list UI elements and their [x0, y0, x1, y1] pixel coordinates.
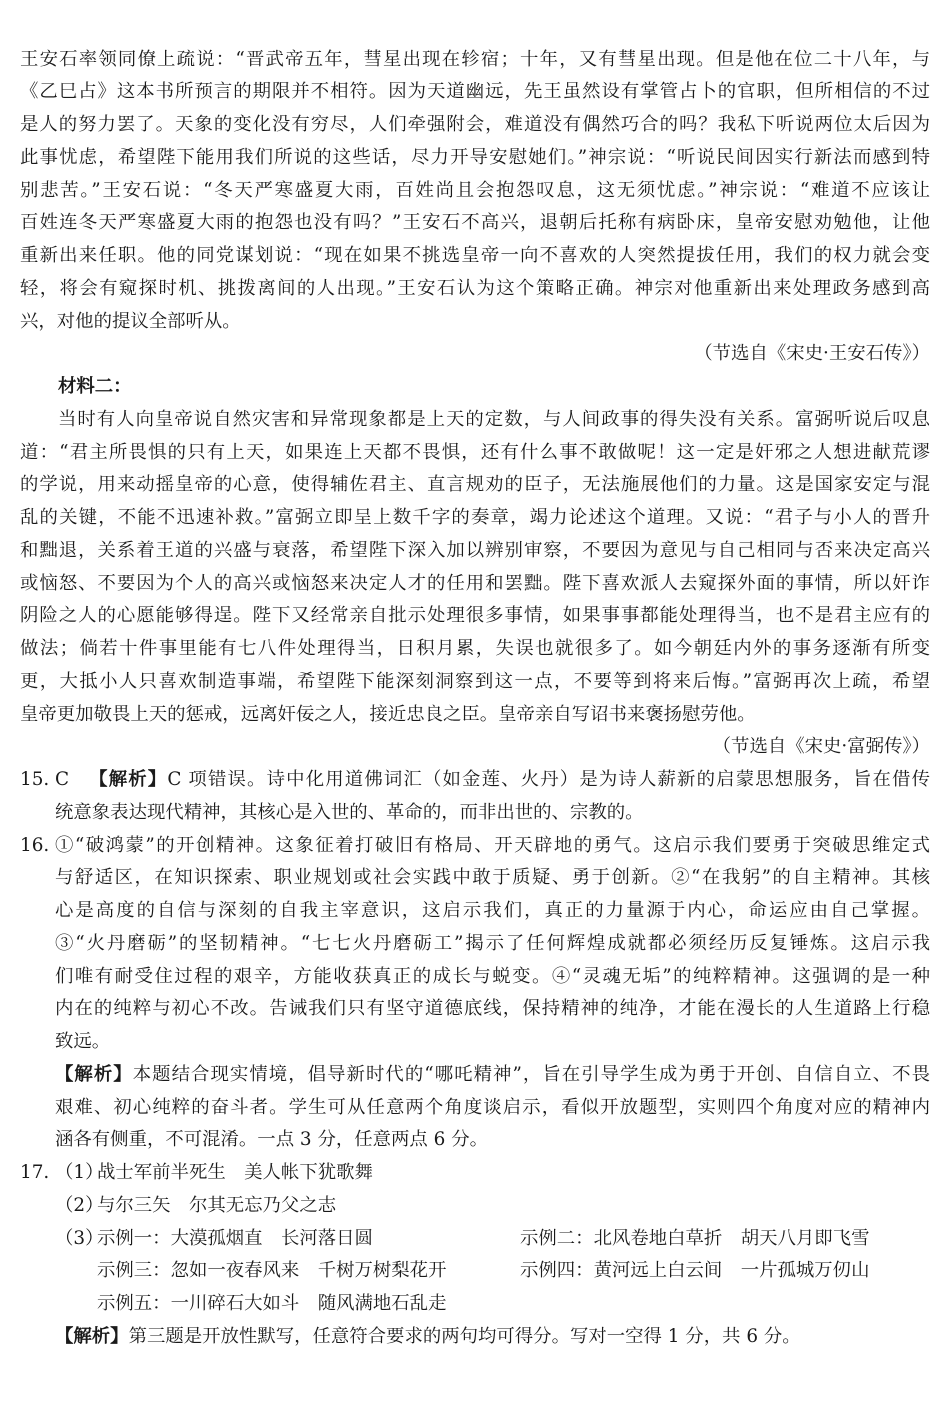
- poem-line: 一川碎石大如斗: [170, 1293, 300, 1315]
- poem-answer: [97, 1190, 336, 1223]
- answer-line: [20, 830, 930, 863]
- example-answer: [97, 1223, 373, 1256]
- sub-question-label: （1）: [55, 1162, 104, 1184]
- example-answer: [97, 1255, 446, 1288]
- poem-line: 忽如一夜春风来: [170, 1260, 300, 1282]
- example-label: 示例四：: [520, 1260, 594, 1282]
- text-line: 或恼怒、不要因为个人的高兴或恼怒来决定人才的任用和罢黜。陛下喜欢派人去窥探外面的事情，所以奸诈: [20, 572, 930, 594]
- analysis-label: 【解析】: [55, 1063, 133, 1085]
- analysis-line: [20, 1059, 930, 1092]
- question-16: [20, 830, 930, 1158]
- text-line: 兴，对他的提议全部听从。: [20, 310, 241, 332]
- sub-question-label: （2）: [55, 1194, 104, 1216]
- text-line: 百姓连冬天严寒盛夏大雨的抱怨也没有吗？”王安石不高兴，退朝后托称有病卧床，皇帝安慰劝勉他，让他: [20, 212, 930, 234]
- text-line: 阴险之人的心愿能够得逞。陛下又经常亲自批示处理很多事情，如果事事都能处理得当，也不是君主应有的: [20, 605, 930, 627]
- analysis-text: C 项错误。诗中化用道佛词汇（如金莲、火丹）是为诗人薪新的启蒙思想服务，旨在借传: [167, 769, 930, 791]
- poem-line: 北风卷地白草折: [593, 1227, 723, 1249]
- answer-text: 内在的纯粹与初心不改。告诫我们只有坚守道德底线，保持精神的纯净，才能在漫长的人生道路上行稳: [55, 998, 930, 1020]
- poem-line: 尔其无忘乃父之志: [188, 1194, 337, 1216]
- analysis-line: [20, 1321, 930, 1354]
- answer-text: 心是高度的自信与深刻的自我主宰意识，这启示我们，真正的力量源于内心，命运应由自己掌握。: [55, 900, 930, 922]
- answer-line: [20, 1157, 930, 1190]
- poem-line: 战士军前半死生: [97, 1162, 226, 1184]
- poem-line: 大漠孤烟直: [170, 1227, 263, 1249]
- question-number: 16.: [20, 834, 50, 856]
- source-citation: （节选自《宋史·王安石传》）: [694, 343, 930, 365]
- question-17: [20, 1157, 930, 1354]
- text-line: 王安石率领同僚上疏说：“晋武帝五年，彗星出现在轸宿；十年，又有彗星出现。但是他在位二十八年，与: [20, 48, 930, 70]
- poem-line: 一片孤城万仞山: [740, 1260, 870, 1282]
- answer-line: [20, 764, 930, 797]
- poem-line: 长河落日圆: [280, 1227, 373, 1249]
- sub-question-label: （3）: [55, 1227, 104, 1249]
- text-line: 此事忧虑，希望陛下能用我们所说的这些话，尽力开导安慰她们。”神宗说：“听说民间因实行新法而感到特: [20, 146, 930, 168]
- question-number: 15.: [20, 769, 50, 791]
- text-line: 当时有人向皇帝说自然灾害和异常现象都是上天的定数，与人间政事的得失没有关系。富弼听说后叹息: [58, 408, 930, 430]
- analysis-text: 本题结合现实情境，倡导新时代的“哪吒精神”，旨在引导学生成为勇于开创、自信自立、不畏: [132, 1063, 930, 1085]
- example-label: 示例二：: [520, 1227, 594, 1249]
- poem-line: 胡天八月即飞雪: [740, 1227, 870, 1249]
- answer-choice: C: [55, 769, 70, 791]
- text-line: 皇帝更加敬畏上天的惩戒，远离奸佞之人，接近忠良之臣。皇帝亲自写诏书来褒扬慰劳他。: [20, 703, 756, 725]
- question-number: 17.: [20, 1162, 50, 1184]
- answer-text: 与舒适区，在知识探索、职业规划或社会实践中敢于质疑、勇于创新。②“在我躬”的自主精神。其核: [55, 867, 930, 889]
- text-line: 是人的努力罢了。天象的变化没有穷尽，人们牵强附会，难道没有偶然巧合的吗？我私下听说两位太后因为: [20, 114, 930, 136]
- text-line: 更，大抵小人只喜欢制造事端，希望陛下能深刻洞察到这一点，不要等到将来后悔。”富弼再次上疏，希望: [20, 670, 930, 692]
- section-heading: 材料二：: [58, 376, 132, 398]
- analysis-text: 第三题是开放性默写，任意符合要求的两句均可得分。写对一空得 1 分，共 6 分。: [128, 1325, 801, 1347]
- answer-line: [20, 1223, 930, 1256]
- text-line: 别悲苦。”王安石说：“冬天严寒盛夏大雨，百姓尚且会抱怨叹息，这无须忧虑。”神宗说：“难道不应该让: [20, 179, 930, 201]
- text-line: 重新出来任职。他的同党谋划说：“现在如果不挑选皇帝一向不喜欢的人突然提拔任用，我们的权力就会变: [20, 245, 930, 267]
- question-15: [20, 764, 930, 830]
- poem-line: 千树万树梨花开: [317, 1260, 447, 1282]
- example-label: 示例五：: [97, 1293, 171, 1315]
- example-label: 示例一：: [97, 1227, 171, 1249]
- poem-line: 黄河远上白云间: [593, 1260, 723, 1282]
- answer-text: 致远。: [55, 1031, 111, 1053]
- answer-line: [20, 1288, 930, 1321]
- text-line: 道：“君主所畏惧的只有上天，如果连上天都不畏惧，还有什么事不敢做呢！这一定是奸邪之人想进献荒谬: [20, 441, 930, 463]
- answer-line: [20, 1255, 930, 1288]
- text-line: 和黜退，关系着王道的兴盛与衰落，希望陛下深入加以辨别审察，不要因为意见与自己相同与否来决定高兴: [20, 539, 930, 561]
- text-line: 乱的关键，不能不迅速补救。”富弼立即呈上数千字的奏章，竭力论述这个道理。又说：“君子与小人的晋升: [20, 507, 930, 529]
- text-line: 的学说，用来动摇皇帝的心意，使得辅佐君主、直言规劝的臣子，无法施展他们的力量。这是国家安定与混: [20, 474, 930, 496]
- material-two-passage: [20, 371, 930, 764]
- text-line: 做法；倘若十件事里能有七八件处理得当，日积月累，失误也就很多了。如今朝廷内外的事务逐渐有所变: [20, 638, 930, 660]
- analysis-label: 【解析】: [55, 1325, 129, 1347]
- text-line: 轻，将会有窥探时机、挑拨离间的人出现。”王安石认为这个策略正确。神宗对他重新出来处理政务感到高: [20, 277, 930, 299]
- analysis-text: 艰难、初心纯粹的奋斗者。学生可从任意两个角度谈启示，看似开放题型，实则四个角度对应的精神内: [55, 1096, 930, 1118]
- example-label: 示例三：: [97, 1260, 171, 1282]
- example-answer: [520, 1223, 869, 1256]
- analysis-label: 【解析】: [88, 769, 168, 791]
- analysis-text: 统意象表达现代精神，其核心是入世的、革命的，而非出世的、宗教的。: [55, 801, 644, 823]
- source-citation: （节选自《宋史·富弼传》）: [712, 736, 930, 758]
- analysis-text: 涵各有侧重，不可混淆。一点 3 分，任意两点 6 分。: [55, 1129, 488, 1151]
- poem-answer: [97, 1157, 373, 1190]
- answer-text: 们唯有耐受住过程的艰辛，方能收获真正的成长与蜕变。④“灵魂无垢”的纯粹精神。这强调的是一种: [55, 965, 930, 987]
- material-one-passage: [20, 44, 930, 372]
- poem-line: 随风满地石乱走: [317, 1293, 447, 1315]
- poem-line: 美人帐下犹歌舞: [244, 1162, 373, 1184]
- answer-line: [20, 1190, 930, 1223]
- example-answer: [520, 1255, 869, 1288]
- answer-text: ③“火丹磨砺”的坚韧精神。“七七火丹磨砺工”揭示了任何辉煌成就都必须经历反复锤炼。这启示我: [55, 932, 930, 954]
- text-line: 《乙巳占》这本书所预言的期限并不相符。因为天道幽远，先王虽然设有掌管占卜的官职，但所相信的不过: [20, 81, 930, 103]
- example-answer: [97, 1288, 446, 1321]
- answer-text: ①“破鸿蒙”的开创精神。这象征着打破旧有格局、开天辟地的勇气。这启示我们要勇于突破思维定式: [55, 834, 930, 856]
- poem-line: 与尔三矢: [97, 1194, 171, 1216]
